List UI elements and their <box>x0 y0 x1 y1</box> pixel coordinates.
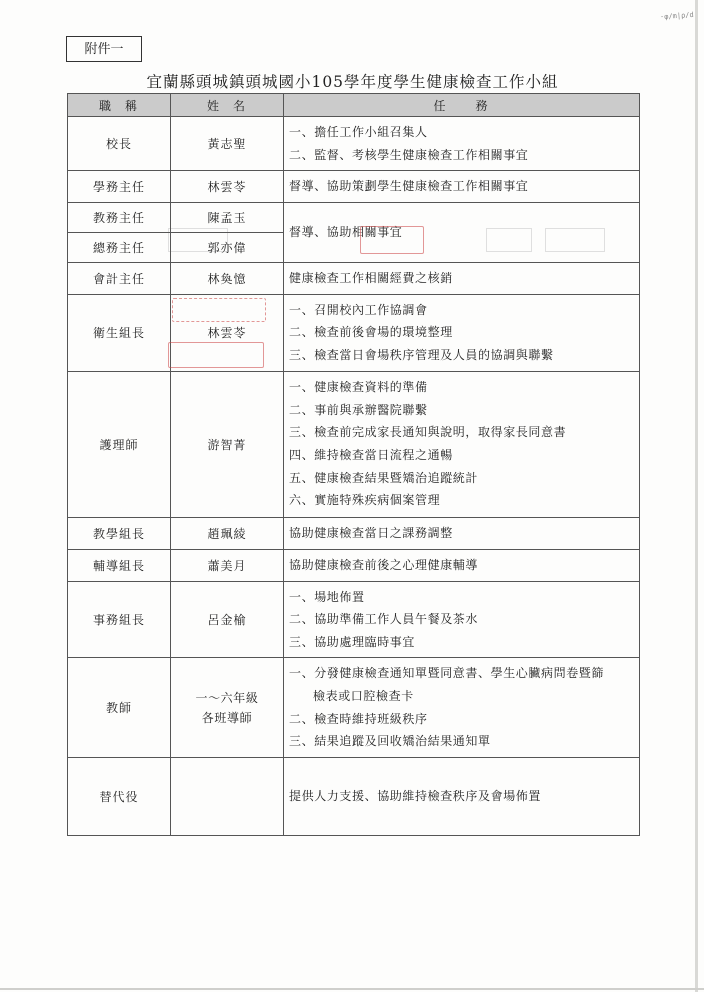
duty-line: 三、結果追蹤及回收矯治結果通知單 <box>289 734 491 749</box>
duty-line: 四、維持檢查當日流程之通暢 <box>289 448 453 463</box>
duty-line: 一、場地佈置 <box>289 589 365 604</box>
name-cell: 林雲苓 <box>171 294 284 371</box>
table-row <box>68 757 640 835</box>
table-row <box>68 371 640 517</box>
duty-cell <box>284 262 640 294</box>
table-row <box>68 117 640 171</box>
duty-line: 二、協助準備工作人員午餐及茶水 <box>289 612 479 627</box>
duty-cell <box>284 294 640 371</box>
role-cell: 校長 <box>68 117 171 171</box>
attachment-label: 附件一 <box>66 36 142 62</box>
duty-line: 五、健康檢查結果暨矯治追蹤統計 <box>289 470 479 485</box>
duty-line: 提供人力支援、協助維持檢查秩序及會場佈置 <box>289 788 542 803</box>
duty-line: 一、召開校內工作協調會 <box>289 302 428 317</box>
table-row <box>68 202 640 232</box>
duty-line: 三、協助處理臨時事宜 <box>289 634 416 649</box>
duty-line: 一、分發健康檢查通知單暨同意書、學生心臟病問卷暨篩 <box>289 666 605 681</box>
table-row <box>68 517 640 549</box>
table-row <box>68 581 640 658</box>
duty-cell <box>284 171 640 203</box>
table-row <box>68 171 640 203</box>
seal-stamp <box>172 298 266 322</box>
table-row <box>68 658 640 757</box>
duty-line: 督導、協助相關事宜 <box>289 224 403 239</box>
table-row <box>68 294 640 371</box>
name-cell <box>171 658 284 757</box>
duty-cell <box>284 549 640 581</box>
document-title: 宜蘭縣頭城鎮頭城國小105學年度學生健康檢查工作小組 <box>146 73 559 91</box>
name-cell: 郭亦偉 <box>171 232 284 262</box>
name-cell: 陳孟玉 <box>171 202 284 232</box>
page-bottom-shadow <box>0 988 704 990</box>
duty-line: 二、檢查前後會場的環境整理 <box>289 325 453 340</box>
role-cell: 教務主任 <box>68 202 171 232</box>
name-line: 一～六年級 <box>195 690 259 705</box>
seal-stamp <box>360 226 424 254</box>
header-duty: 任務 <box>284 94 640 117</box>
duty-cell <box>284 517 640 549</box>
table-row <box>68 262 640 294</box>
role-cell: 教學組長 <box>68 517 171 549</box>
duty-line: 健康檢查工作相關經費之核銷 <box>289 270 453 285</box>
role-cell: 護理師 <box>68 371 171 517</box>
duty-cell <box>284 658 640 757</box>
role-cell: 替代役 <box>68 757 171 835</box>
table-row <box>68 549 640 581</box>
role-cell: 教師 <box>68 658 171 757</box>
duty-line: 檢表或口腔檢查卡 <box>313 688 414 703</box>
name-cell: 林奐憶 <box>171 262 284 294</box>
task-table <box>67 93 640 836</box>
name-cell: 蕭美月 <box>171 549 284 581</box>
duty-line: 二、檢查時維持班級秩序 <box>289 711 428 726</box>
header-role: 職稱 <box>68 94 171 117</box>
name-cell: 林雲苓 <box>171 171 284 203</box>
corner-mark: ·φ/m|ρ/d <box>660 10 695 22</box>
name-cell: 游智菁 <box>171 371 284 517</box>
duty-cell <box>284 117 640 171</box>
duty-line: 一、擔任工作小組召集人 <box>289 125 428 139</box>
duty-cell <box>284 371 640 517</box>
role-cell: 事務組長 <box>68 581 171 658</box>
duty-cell <box>284 757 640 835</box>
duty-line: 一、健康檢查資料的準備 <box>289 380 428 395</box>
duty-line: 二、事前與承辦醫院聯繫 <box>289 402 428 417</box>
name-cell: 趙珮綾 <box>171 517 284 549</box>
role-cell: 輔導組長 <box>68 549 171 581</box>
duty-line: 協助健康檢查前後之心理健康輔導 <box>289 557 479 572</box>
duty-line: 三、檢查當日會場秩序管理及人員的協調與聯繫 <box>289 347 554 362</box>
table-header-row <box>68 94 640 117</box>
header-name: 姓名 <box>171 94 284 117</box>
name-cell <box>171 757 284 835</box>
duty-line: 三、檢查前完成家長通知與說明，取得家長同意書 <box>289 425 567 440</box>
role-cell: 總務主任 <box>68 232 171 262</box>
role-cell: 衛生組長 <box>68 294 171 371</box>
duty-line: 二、監督、考核學生健康檢查工作相關事宜 <box>289 147 529 162</box>
role-cell: 會計主任 <box>68 262 171 294</box>
seal-stamp <box>168 342 264 368</box>
duty-cell <box>284 202 640 262</box>
duty-line: 督導、協助策劃學生健康檢查工作相關事宜 <box>289 179 529 194</box>
page-edge-shadow <box>695 0 698 992</box>
role-cell: 學務主任 <box>68 171 171 203</box>
duty-cell <box>284 581 640 658</box>
name-cell: 黃志聖 <box>171 117 284 171</box>
name-line: 各班導師 <box>201 710 253 725</box>
name-cell: 呂金榆 <box>171 581 284 658</box>
duty-line: 協助健康檢查當日之課務調整 <box>289 525 453 540</box>
duty-line: 六、實施特殊疾病個案管理 <box>289 493 441 508</box>
